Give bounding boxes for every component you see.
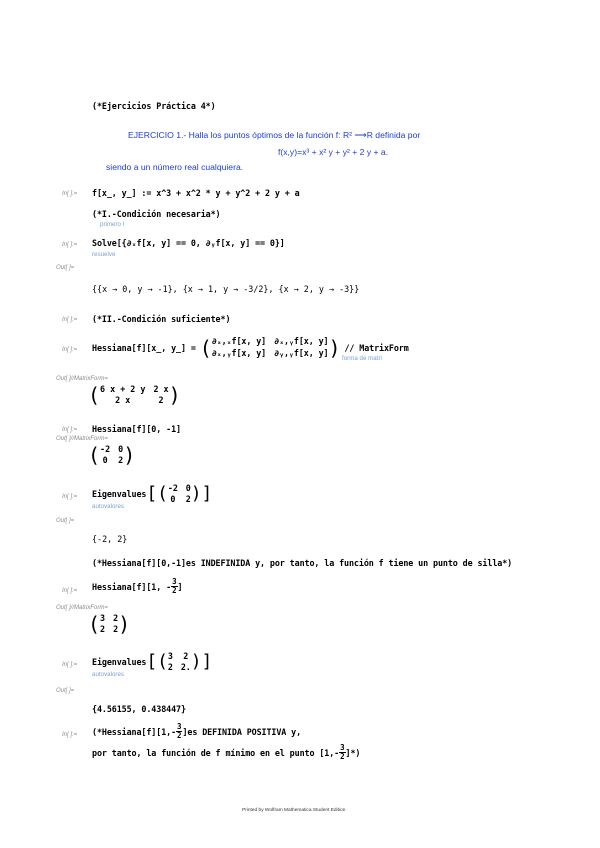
title-comment: (*Ejercicios Práctica 4*) [92,101,216,111]
hint-resuelve: resuelve [92,251,116,258]
matrix-entry: -2 [100,444,111,454]
eigenvalues-fn: Eigenvalues [92,656,147,667]
exercise-note: siendo a un número real cualquiera. [106,162,244,172]
matrix-entry: 2 [100,624,106,634]
hessian-at-1-minus3half[interactable]: Hessiana[f][1, - $\frac{3}{2}$ ] [92,577,183,595]
out-matrix-label: Out[ ]//MatrixForm= [56,376,108,382]
matrix-entry: 2 [183,651,189,661]
matrix-entry: 2 [167,662,173,672]
in-label: In[ ]:= [62,317,78,323]
eigenvalues-input-2[interactable]: Eigenvalues [ ( 3 2 2 2. ) ] [92,650,213,672]
matrix-entry: 2 x [115,395,131,405]
matrix-entry: 2 [185,494,191,504]
matrix-entry: 3 [100,613,106,623]
matrix-entry: ∂ₓ,ₓf[x, y] [211,336,267,346]
in-label: In[ ]:= [62,732,78,738]
hessian-output-2: ( 3 2 2 2 ) [88,611,131,636]
matrix-entry: 6 x + 2 y [100,384,146,394]
matrix-entry: ∂ₓ,ᵧf[x, y] [274,336,329,346]
eigenvalues-output-2: {4.56155, 0.438447} [92,704,186,714]
matrix-entry: 2 [113,624,119,634]
hessian-matrix [212,336,329,359]
out-matrix-label: Out[ ]//MatrixForm= [56,436,108,442]
hessian-lhs: Hessiana[f][x_, y_] = [92,342,196,353]
out-label: Out[ ]= [56,688,75,694]
solve-output: {{x → 0, y → -1}, {x → 1, y → -3/2}, {x → 2, y → -3}} [92,284,360,294]
solve-input[interactable]: Solve[{∂ₓf[x, y] == 0, ∂ᵧf[x, y] == 0}] [92,238,285,248]
eigenvalues-input-1[interactable]: Eigenvalues [ ( -2 0 0 2 ) ] [92,482,213,504]
sufficient-condition-comment: (*II.-Condición suficiente*) [92,314,231,324]
hint-autovalores: autovalores [92,671,124,678]
in-label: In[ ]:= [62,427,78,433]
matrix-entry: ∂ᵧ,ᵧf[x, y] [274,348,329,358]
in-label: In[ ]:= [62,662,78,668]
hint-forma-matriz: forma de matri [342,355,382,362]
fraction: $\frac{3}{2}$ [172,577,177,595]
fraction: $\frac{3}{2}$ [340,743,345,761]
matrix-entry: 2 [158,395,164,405]
in-label: In[ ]:= [62,347,78,353]
matrix-entry: 0 [118,444,124,454]
hessian-output: ( 6 x + 2 y 2 x 2 x 2 ) [88,382,181,407]
in-label: In[ ]:= [62,588,78,594]
matrix-entry: 2. [180,662,191,672]
matrix-entry: 3 [167,651,173,661]
hessian-output-1: ( -2 0 0 2 ) [88,442,136,467]
necessary-condition-comment: (*I.-Condición necesaria*) [92,209,221,219]
in-label: In[ ]:= [62,191,78,197]
matrix-entry: 0 [170,494,176,504]
comment-minimum-line2: por tanto, la función de f mínimo en el punto [1,- $\frac{3}{2}$ ]*) [92,743,361,761]
out-label: Out[ ]= [56,518,75,524]
matrix-entry: -2 [167,483,178,493]
comment-minimum-line1: (*Hessiana[f][1,- $\frac{3}{2}$ ]es DEFINIDA POSITIVA y, [92,722,302,740]
matrix-entry: ∂ₓ,ᵧf[x, y] [211,348,267,358]
out-matrix-label: Out[ ]//MatrixForm= [56,605,108,611]
hessian-definition[interactable]: Hessiana[f][x_, y_] = ( ∂ₓ,ₓf[x, y] ∂ₓ,ᵧf[x, y] ∂ₓ,ᵧf[x, y] ∂ᵧ,ᵧf[x, y] ) // MatrixForm [92,335,409,360]
in-label: In[ ]:= [62,242,78,248]
function-definition[interactable]: f[x_, y_] := x^3 + x^2 * y + y^2 + 2 y + a [92,188,300,198]
matrix-entry: 2 x [153,384,169,394]
eigenvalues-fn: Eigenvalues [92,488,147,499]
exercise-statement: EJERCICIO 1.- Halla los puntos óptimos de la función f: R² ⟶R definida por [128,130,421,140]
matrix-entry: 2 [118,455,124,465]
out-label: Out[ ]= [56,265,75,271]
matrix-entry: 0 [185,483,191,493]
hessian-call: Hessiana[f][1, - [92,581,172,592]
hint-primero: primero l [100,221,125,228]
fraction: $\frac{3}{2}$ [177,722,182,740]
matrix-entry: 0 [102,455,108,465]
footer-note: Printed by Wolfram Mathematica Student Edition [242,808,346,813]
hessian-at-0-minus1[interactable]: Hessiana[f][0, -1] [92,424,181,434]
in-label: In[ ]:= [62,494,78,500]
hint-autovalores: autovalores [92,503,124,510]
matrix-entry: 2 [113,613,119,623]
comment-saddle: (*Hessiana[f][0,-1]es INDEFINIDA y, por tanto, la función f tiene un punto de silla*) [92,558,513,568]
exercise-function: f(x,y)=x³ + x² y + y² + 2 y + a. [278,147,389,157]
eigenvalues-output-1: {-2, 2} [92,534,128,544]
matrixform-postfix: // MatrixForm [344,342,409,353]
